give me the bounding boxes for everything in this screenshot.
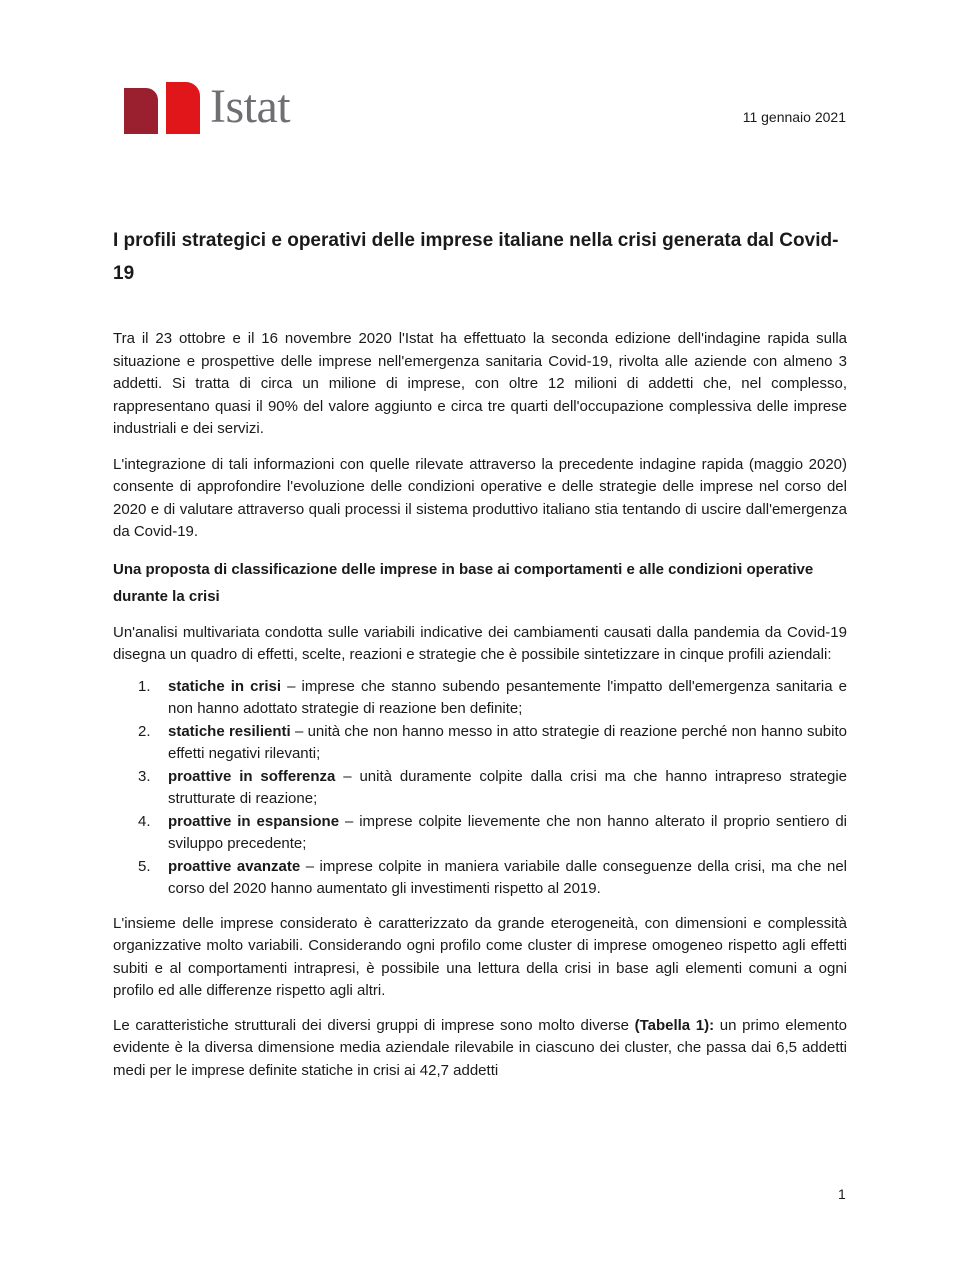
logo-dark-square (124, 88, 158, 134)
list-number: 2. (138, 722, 151, 740)
document-title: I profili strategici e operativi delle imprese italiane nella crisi generata dal Covid-19 (113, 230, 839, 284)
paragraph-structural (113, 1015, 847, 1083)
profile-label: statiche resilienti (168, 722, 291, 740)
list-number: 5. (138, 857, 151, 875)
paragraph-text: Le caratteristiche strutturali dei diversi gruppi di imprese sono molto diverse (113, 1016, 635, 1034)
list-item (113, 721, 847, 766)
profile-label: statiche in crisi (168, 677, 282, 695)
paragraph-intro: Tra il 23 ottobre e il 16 novembre 2020 l'Istat ha effettuato la seconda edizione dell'indagine rapida sulla situazione e prospettive delle imprese nell'emergenza sanitaria Covid-19, rivolta alle aziende con almeno 3 addetti. Si tratta di circa un milione di imprese, con oltre 12 milioni di addetti che, nel complesso, rappresentano quasi il 90% del valore aggiunto e circa tre quarti dell'occupazione complessiva delle imprese industriali e dei servizi. (113, 330, 847, 437)
list-number: 1. (138, 677, 151, 695)
istat-logo (124, 78, 314, 134)
profile-label: proattive in espansione (168, 812, 340, 830)
document-body (113, 328, 847, 1082)
profile-description: – unità che non hanno messo in atto strategie di reazione perché non hanno subito effetti negativi rilevanti; (168, 722, 847, 762)
logo-wordmark: Istat (210, 80, 291, 133)
profile-description: – unità duramente colpite dalla crisi ma che hanno intrapreso strategie strutturate di reazione; (168, 767, 847, 807)
table-reference: (Tabella 1): (634, 1016, 715, 1034)
paragraph-analysis: Un'analisi multivariata condotta sulle variabili indicative dei cambiamenti causati dalla pandemia da Covid-19 disegna un quadro di effetti, scelte, reazioni e strategie che è possibile sintetizzare in cinque profili aziendali: (113, 623, 847, 663)
profile-description: – imprese colpite lievemente che non hanno alterato il proprio sentiero di sviluppo precedente; (168, 812, 847, 852)
list-item (113, 676, 847, 721)
logo-red-square (166, 82, 200, 134)
profile-description: – imprese colpite in maniera variabile dalle conseguenze della crisi, ma che nel corso del 2020 hanno aumentato gli investimenti rispetto al 2019. (168, 857, 847, 897)
profile-description: – imprese che stanno subendo pesantemente l'impatto dell'emergenza sanitaria e non hanno adottato strategie di reazione ben definite; (168, 677, 847, 717)
list-item (113, 766, 847, 811)
document-date: 11 gennaio 2021 (742, 109, 846, 125)
profiles-list (113, 676, 847, 901)
profile-label: proattive avanzate (168, 857, 301, 875)
paragraph-integration: L'integrazione di tali informazioni con quelle rilevate attraverso la precedente indagine rapida (maggio 2020) consente di approfondire l'evoluzione delle condizioni operative e delle strategie delle imprese nel corso del 2020 e di valutare attraverso quali processi il sistema produttivo italiano stia tentando di uscire dall'emergenza da Covid-19. (113, 455, 847, 540)
list-item (113, 811, 847, 856)
list-item (113, 856, 847, 901)
page-number: 1 (838, 1186, 846, 1202)
list-number: 3. (138, 767, 151, 785)
profile-label: proattive in sofferenza (168, 767, 336, 785)
paragraph-heterogeneity: L'insieme delle imprese considerato è caratterizzato da grande eterogeneità, con dimensioni e complessità organizzative molto variabili. Considerando ogni profilo come cluster di imprese omogeneo rispetto agli effetti subiti e al comportamenti intrapresi, è possibile una lettura della crisi in base agli elementi comuni a ogni profilo ed alle differenze rispetto agli altri. (113, 914, 847, 999)
section-heading: Una proposta di classificazione delle imprese in base ai comportamenti e alle condizioni operative durante la crisi (113, 560, 814, 605)
profiles-list-wrapper (113, 676, 847, 901)
list-number: 4. (138, 812, 151, 830)
paragraph-text: un primo elemento evidente è la diversa dimensione media aziendale rilevabile in ciascuno dei cluster, che passa dai 6,5 addetti medi per le imprese definite statiche in crisi ai 42,7 addetti (113, 1016, 847, 1079)
